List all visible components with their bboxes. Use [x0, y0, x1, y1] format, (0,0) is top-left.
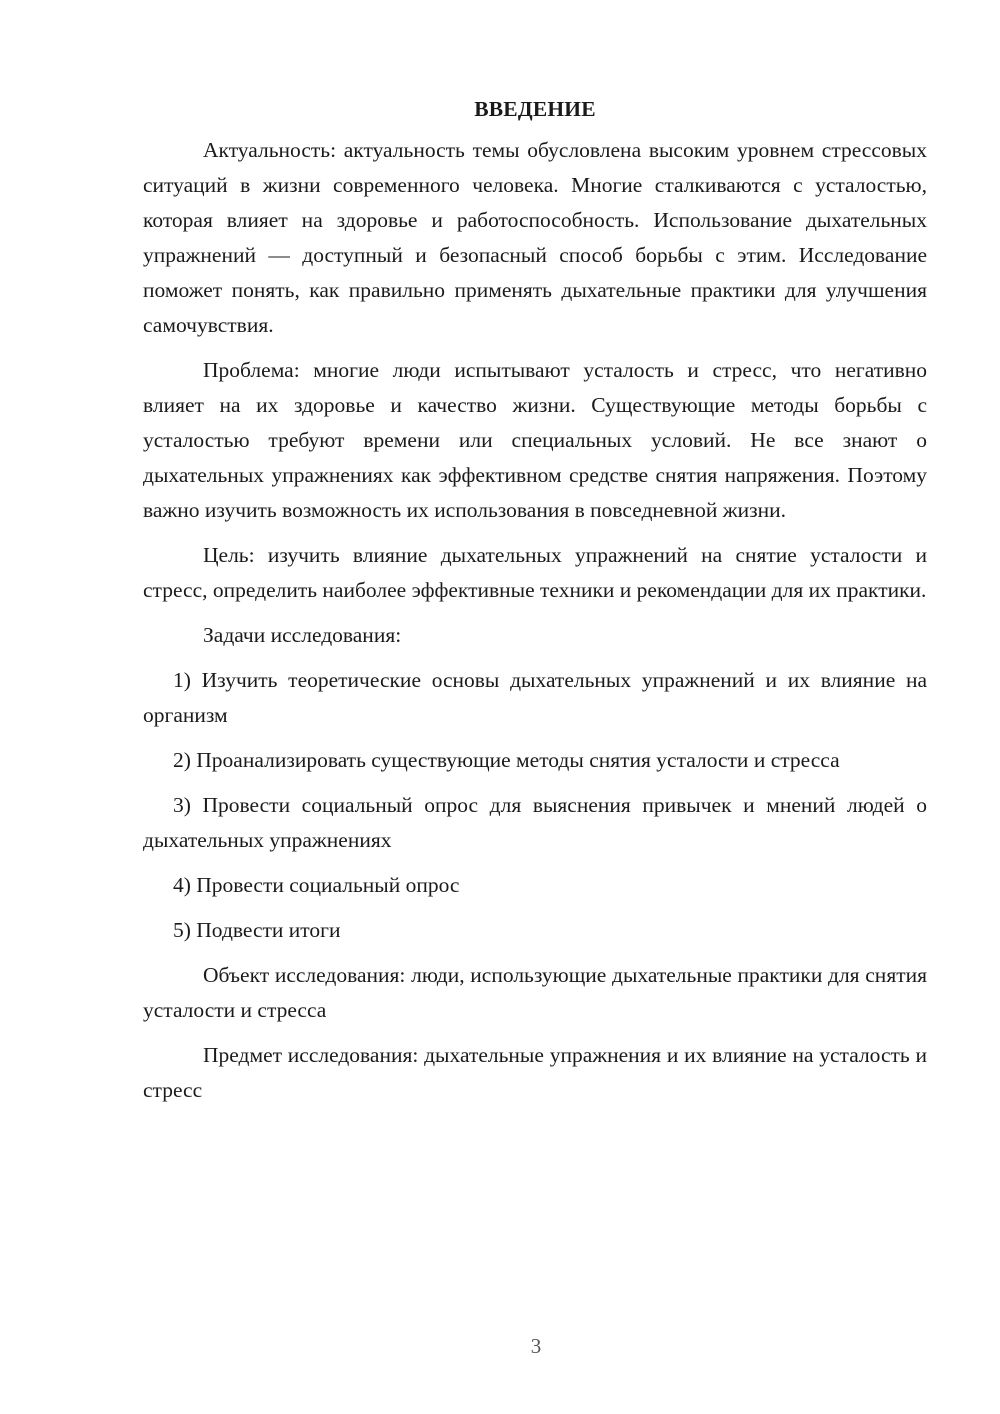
tasks-heading: Задачи исследования:: [203, 623, 402, 647]
page-title: ВВЕДЕНИЕ: [474, 97, 596, 121]
paragraph-subject: Предмет исследования: дыхательные упражнения и их влияние на усталость и стресс: [143, 1043, 927, 1102]
task-item-5: 5) Подвести итоги: [173, 918, 341, 942]
page-number: 3: [530, 1334, 542, 1358]
page-content: [143, 92, 927, 1118]
paragraph-goal: Цель: изучить влияние дыхательных упражнений на снятие усталости и стресс, определить наиболее эффективные техники и рекомендации для их практики.: [143, 543, 927, 602]
task-item-2: 2) Проанализировать существующие методы снятия усталости и стресса: [173, 748, 840, 772]
task-item-4: 4) Провести социальный опрос: [173, 873, 460, 897]
paragraph-relevance: Актуальность: актуальность темы обусловлена высоким уровнем стрессовых ситуаций в жизни современного человека. Многие сталкиваются с усталостью, которая влияет на здоровье и работоспособность. Использование дыхательных упражнений — доступный и безопасный способ борьбы с этим. Исследование поможет понять, как правильно применять дыхательные практики для улучшения самочувствия.: [143, 138, 927, 337]
task-item-3: 3) Провести социальный опрос для выяснения привычек и мнений людей о дыхательных упражнениях: [143, 793, 927, 852]
page-number-container: [0, 1331, 1000, 1361]
paragraph-object: Объект исследования: люди, использующие дыхательные практики для снятия усталости и стресса: [143, 963, 927, 1022]
paragraph-problem: Проблема: многие люди испытывают усталость и стресс, что негативно влияет на их здоровье и качество жизни. Существующие методы борьбы с усталостью требуют времени или специальных условий. Не все знают о дыхательных упражнениях как эффективном средстве снятия напряжения. Поэтому важно изучить возможность их использования в повседневной жизни.: [143, 358, 927, 522]
task-item-1: 1) Изучить теоретические основы дыхательных упражнений и их влияние на организм: [143, 668, 927, 727]
